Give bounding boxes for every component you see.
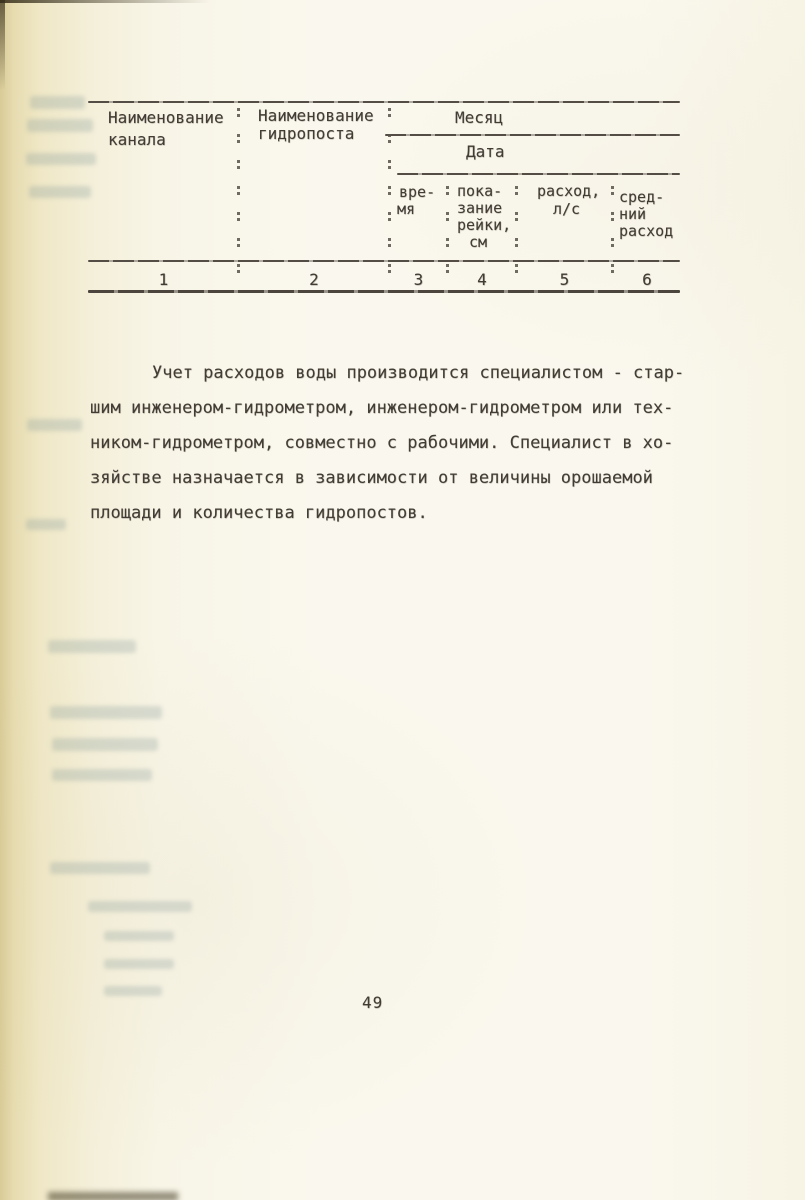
canal-name-header-line2: канала bbox=[108, 130, 166, 149]
bleed-through-artifact bbox=[104, 931, 174, 941]
bleed-through-artifact bbox=[52, 769, 152, 781]
paragraph-line: Учет расходов воды производится специалистом - стар- bbox=[152, 363, 685, 383]
bleed-through-artifact bbox=[30, 96, 85, 109]
column-number-5: 5 bbox=[559, 270, 570, 289]
gauge-reading-subheader-line1: пока- bbox=[457, 182, 503, 200]
avg-discharge-subheader-line1: сред- bbox=[619, 188, 665, 206]
column-number-3: 3 bbox=[413, 270, 424, 289]
table-rule-bottom bbox=[88, 290, 680, 293]
paragraph-line: зяйстве назначается в зависимости от величины орошаемой bbox=[90, 468, 653, 488]
canal-name-header-line1: Наименование bbox=[108, 108, 224, 127]
time-subheader-line2: мя bbox=[397, 200, 416, 218]
gauge-reading-subheader-line4: см bbox=[469, 233, 488, 251]
gauge-reading-subheader-line2: зание bbox=[457, 199, 503, 217]
bleed-through-artifact bbox=[104, 959, 174, 969]
gauge-station-header-line1: Наименование bbox=[258, 106, 374, 125]
bleed-through-artifact bbox=[26, 519, 66, 530]
body-paragraph bbox=[90, 356, 704, 531]
bleed-through-artifact bbox=[48, 640, 136, 653]
bleed-through-artifact bbox=[27, 419, 82, 431]
column-separator-1 bbox=[237, 108, 240, 288]
discharge-subheader-line2: л/с bbox=[553, 200, 581, 218]
column-separator-2 bbox=[388, 108, 391, 288]
column-number-1: 1 bbox=[158, 270, 169, 289]
time-subheader-line1: вре- bbox=[399, 183, 436, 201]
avg-discharge-subheader-line3: расход bbox=[619, 222, 674, 240]
table-rule-under-date bbox=[397, 173, 680, 175]
bleed-through-artifact bbox=[26, 153, 96, 165]
gauge-reading-subheader-line3: рейки, bbox=[457, 216, 512, 234]
bleed-through-artifact bbox=[88, 901, 192, 912]
column-number-2: 2 bbox=[309, 270, 319, 289]
table-rule-above-numbers bbox=[88, 260, 680, 262]
date-header: Дата bbox=[466, 142, 505, 161]
scan-edge-bottom-smudge bbox=[48, 1192, 178, 1200]
paragraph-line: площади и количества гидропостов. bbox=[90, 503, 428, 523]
bleed-through-artifact bbox=[50, 706, 162, 719]
column-number-6: 6 bbox=[642, 270, 652, 289]
table-rule-top bbox=[88, 101, 680, 103]
bleed-through-artifact bbox=[27, 119, 93, 132]
month-header: Месяц bbox=[455, 108, 504, 127]
bleed-through-artifact bbox=[50, 862, 150, 874]
discharge-subheader-line1: расход, bbox=[537, 182, 601, 200]
avg-discharge-subheader-line2: ний bbox=[619, 205, 647, 223]
table-rule-under-month bbox=[385, 134, 680, 136]
bleed-through-artifact bbox=[52, 738, 158, 751]
paragraph-line: ником-гидрометром, совместно с рабочими. Специалист в хо- bbox=[90, 433, 674, 453]
gauge-station-header-line2: гидропоста bbox=[258, 124, 355, 143]
column-number-4: 4 bbox=[477, 270, 487, 289]
scan-edge-left bbox=[0, 0, 5, 90]
paragraph-line: шим инженером-гидрометром, инженером-гидрометром или тех- bbox=[90, 398, 674, 418]
bleed-through-artifact bbox=[29, 186, 91, 198]
scan-edge-top bbox=[0, 0, 210, 3]
bleed-through-artifact bbox=[104, 986, 162, 996]
page-number: 49 bbox=[362, 993, 384, 1012]
